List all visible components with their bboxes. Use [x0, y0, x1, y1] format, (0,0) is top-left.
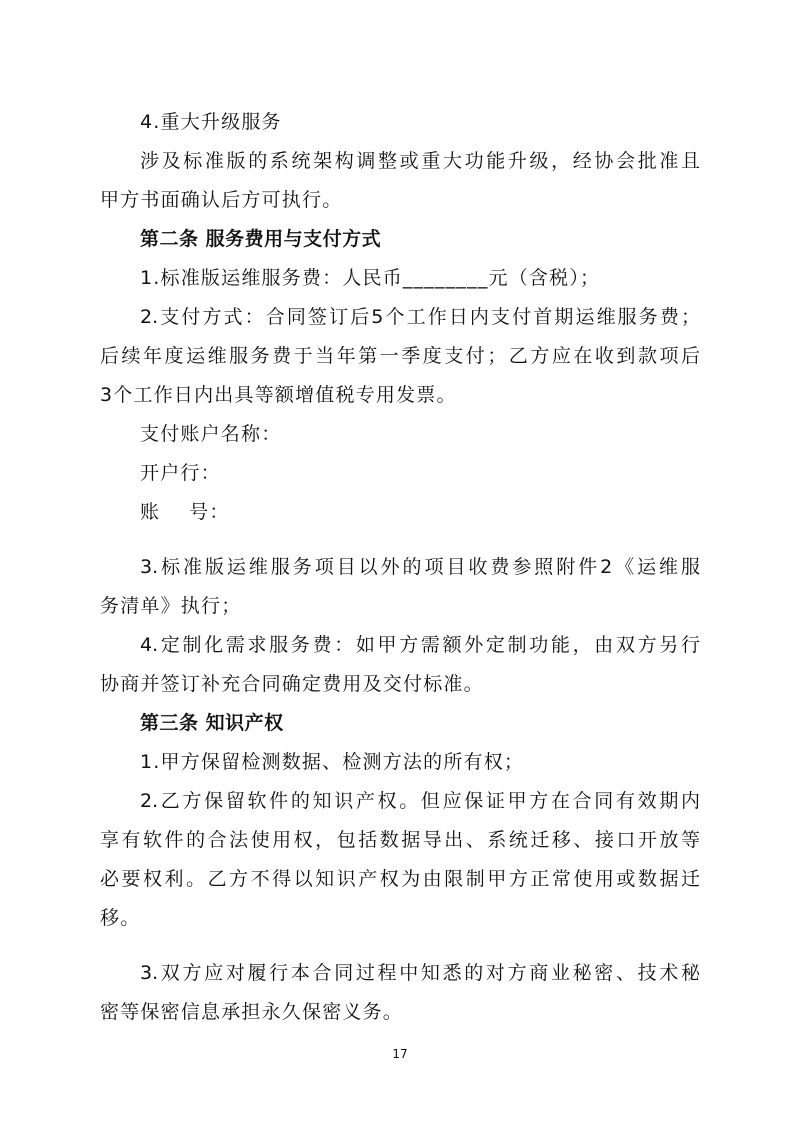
account-name-label: 支付账户名称： [140, 423, 282, 445]
account-number-label: 账 号： [140, 501, 230, 523]
paragraph-line: 协商并签订补充合同确定费用及交付标准。 [100, 673, 484, 695]
page-number: 17 [392, 1047, 408, 1061]
paragraph-line: 务清单》执行； [100, 595, 242, 617]
paragraph-line: 享有软件的合法使用权，包括数据导出、系统迁移、接口开放等 [100, 829, 700, 851]
clause-item-major-upgrade: 4.重大升级服务 [140, 111, 282, 133]
paragraph-line: 后续年度运维服务费于当年第一季度支付；乙方应在收到款项后 [100, 345, 700, 367]
paragraph-line: 1.甲方保留检测数据、检测方法的所有权； [140, 751, 525, 773]
paragraph-line: 2.支付方式：合同签订后5个工作日内支付首期运维服务费； [140, 306, 700, 328]
paragraph-line: 必要权利。乙方不得以知识产权为由限制甲方正常使用或数据迁 [100, 868, 700, 890]
section-heading-article-3: 第三条 知识产权 [140, 712, 284, 734]
paragraph-line: 涉及标准版的系统架构调整或重大功能升级，经协会批准且 [140, 150, 700, 172]
paragraph-line: 甲方书面确认后方可执行。 [100, 189, 343, 211]
paragraph-line: 4.定制化需求服务费：如甲方需额外定制功能，由双方另行 [140, 634, 700, 656]
bank-label: 开户行： [140, 462, 221, 484]
paragraph-line: 2.乙方保留软件的知识产权。但应保证甲方在合同有效期内 [140, 790, 700, 812]
paragraph-line: 3.双方应对履行本合同过程中知悉的对方商业秘密、技术秘 [140, 962, 700, 984]
paragraph-line: 密等保密信息承担永久保密义务。 [100, 1001, 404, 1023]
paragraph-line: 3个工作日内出具等额增值税专用发票。 [100, 384, 457, 406]
section-heading-article-2: 第二条 服务费用与支付方式 [140, 228, 382, 250]
paragraph-line: 3.标准版运维服务项目以外的项目收费参照附件2《运维服 [140, 556, 700, 578]
paragraph-line: 1.标准版运维服务费：人民币________元（含税）； [140, 267, 601, 289]
paragraph-line: 移。 [100, 907, 141, 929]
